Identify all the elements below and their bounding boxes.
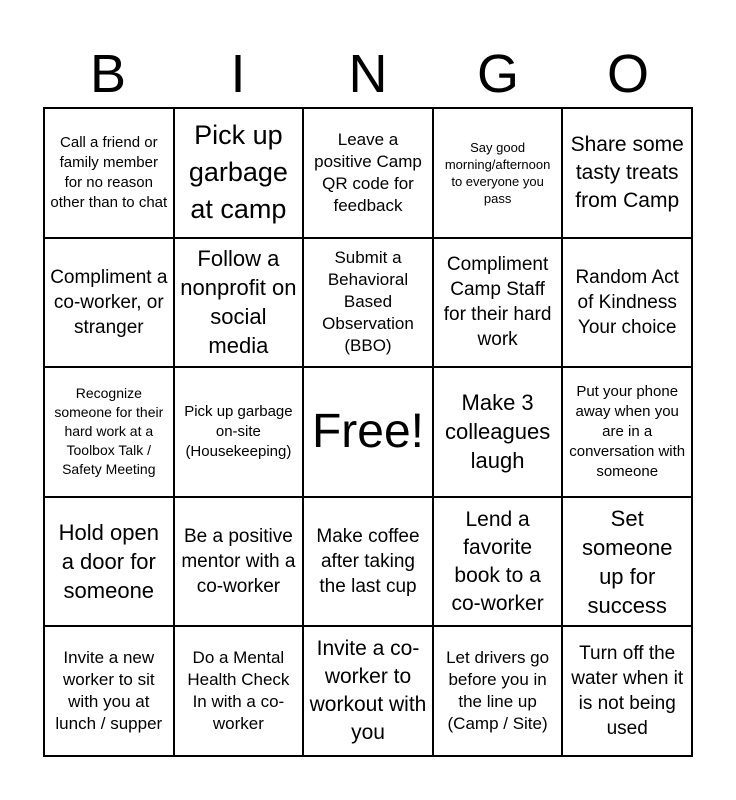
free-space-cell[interactable] bbox=[303, 367, 433, 497]
cell-text: Turn off the water when it is not being used bbox=[571, 643, 684, 740]
bingo-cell[interactable] bbox=[44, 626, 174, 756]
bingo-cell[interactable] bbox=[303, 238, 433, 368]
bingo-cell[interactable] bbox=[44, 238, 174, 368]
header-letter-n: N bbox=[348, 44, 388, 104]
cell-text: Pick up garbage at camp bbox=[188, 120, 288, 225]
bingo-cell[interactable] bbox=[44, 367, 174, 497]
cell-text: Hold open a door for someone bbox=[58, 520, 159, 604]
header-letter-o: O bbox=[606, 44, 649, 104]
bingo-cell[interactable] bbox=[44, 497, 174, 627]
bingo-cell[interactable] bbox=[174, 497, 304, 627]
bingo-cell[interactable] bbox=[562, 497, 692, 627]
header-letter-g: G bbox=[476, 44, 519, 104]
bingo-cell[interactable] bbox=[433, 626, 563, 756]
bingo-board bbox=[43, 107, 693, 757]
cell-text: Make coffee after taking the last cup bbox=[316, 526, 420, 598]
cell-text: Lend a favorite book to a co-worker bbox=[451, 507, 544, 615]
bingo-cell[interactable] bbox=[174, 238, 304, 368]
bingo-cell[interactable] bbox=[303, 108, 433, 238]
bingo-cell[interactable] bbox=[433, 238, 563, 368]
cell-text: Follow a nonprofit on social media bbox=[180, 246, 297, 359]
cell-text: Leave a positive Camp QR code for feedback bbox=[314, 129, 422, 215]
bingo-header bbox=[43, 40, 693, 108]
cell-text: Share some tasty treats from Camp bbox=[570, 132, 684, 212]
cell-text: Make 3 colleagues laugh bbox=[445, 390, 551, 474]
bingo-cell[interactable] bbox=[562, 108, 692, 238]
bingo-cell[interactable] bbox=[433, 497, 563, 627]
cell-text: Compliment Camp Staff for their hard work bbox=[443, 254, 552, 351]
cell-text: Let drivers go before you in the line up (Camp / Site) bbox=[446, 648, 550, 734]
cell-text: Invite a co-worker to workout with you bbox=[309, 637, 427, 745]
cell-text: Be a positive mentor with a co-worker bbox=[181, 526, 296, 598]
bingo-cell[interactable] bbox=[562, 238, 692, 368]
cell-text: Put your phone away when you are in a conversation with someone bbox=[569, 382, 686, 480]
cell-text: Compliment a co-worker, or stranger bbox=[50, 266, 168, 338]
bingo-cell[interactable] bbox=[174, 626, 304, 756]
bingo-cell[interactable] bbox=[303, 497, 433, 627]
cell-text: Pick up garbage on-site (Housekeeping) bbox=[184, 402, 293, 460]
free-space-text: Free! bbox=[311, 404, 424, 458]
cell-text: Say good morning/afternoon to everyone you pass bbox=[444, 139, 551, 206]
bingo-cell[interactable] bbox=[303, 626, 433, 756]
header-letter-i: I bbox=[230, 44, 246, 104]
cell-text: Call a friend or family member for no reason other than to chat bbox=[50, 133, 168, 211]
bingo-cell[interactable] bbox=[433, 367, 563, 497]
cell-text: Do a Mental Health Check In with a co-worker bbox=[187, 648, 290, 734]
cell-text: Submit a Behavioral Based Observation (BBO) bbox=[322, 248, 414, 356]
bingo-cell[interactable] bbox=[562, 626, 692, 756]
bingo-cell[interactable] bbox=[174, 108, 304, 238]
cell-text: Invite a new worker to sit with you at lunch / supper bbox=[55, 648, 163, 734]
bingo-cell[interactable] bbox=[562, 367, 692, 497]
bingo-cell[interactable] bbox=[433, 108, 563, 238]
cell-text: Recognize someone for their hard work at a Toolbox Talk / Safety Meeting bbox=[54, 385, 164, 478]
cell-text: Set someone up for success bbox=[581, 505, 673, 618]
bingo-cell[interactable] bbox=[44, 108, 174, 238]
cell-text: Random Act of Kindness Your choice bbox=[575, 266, 679, 338]
bingo-cell[interactable] bbox=[174, 367, 304, 497]
header-letter-b: B bbox=[89, 44, 127, 104]
